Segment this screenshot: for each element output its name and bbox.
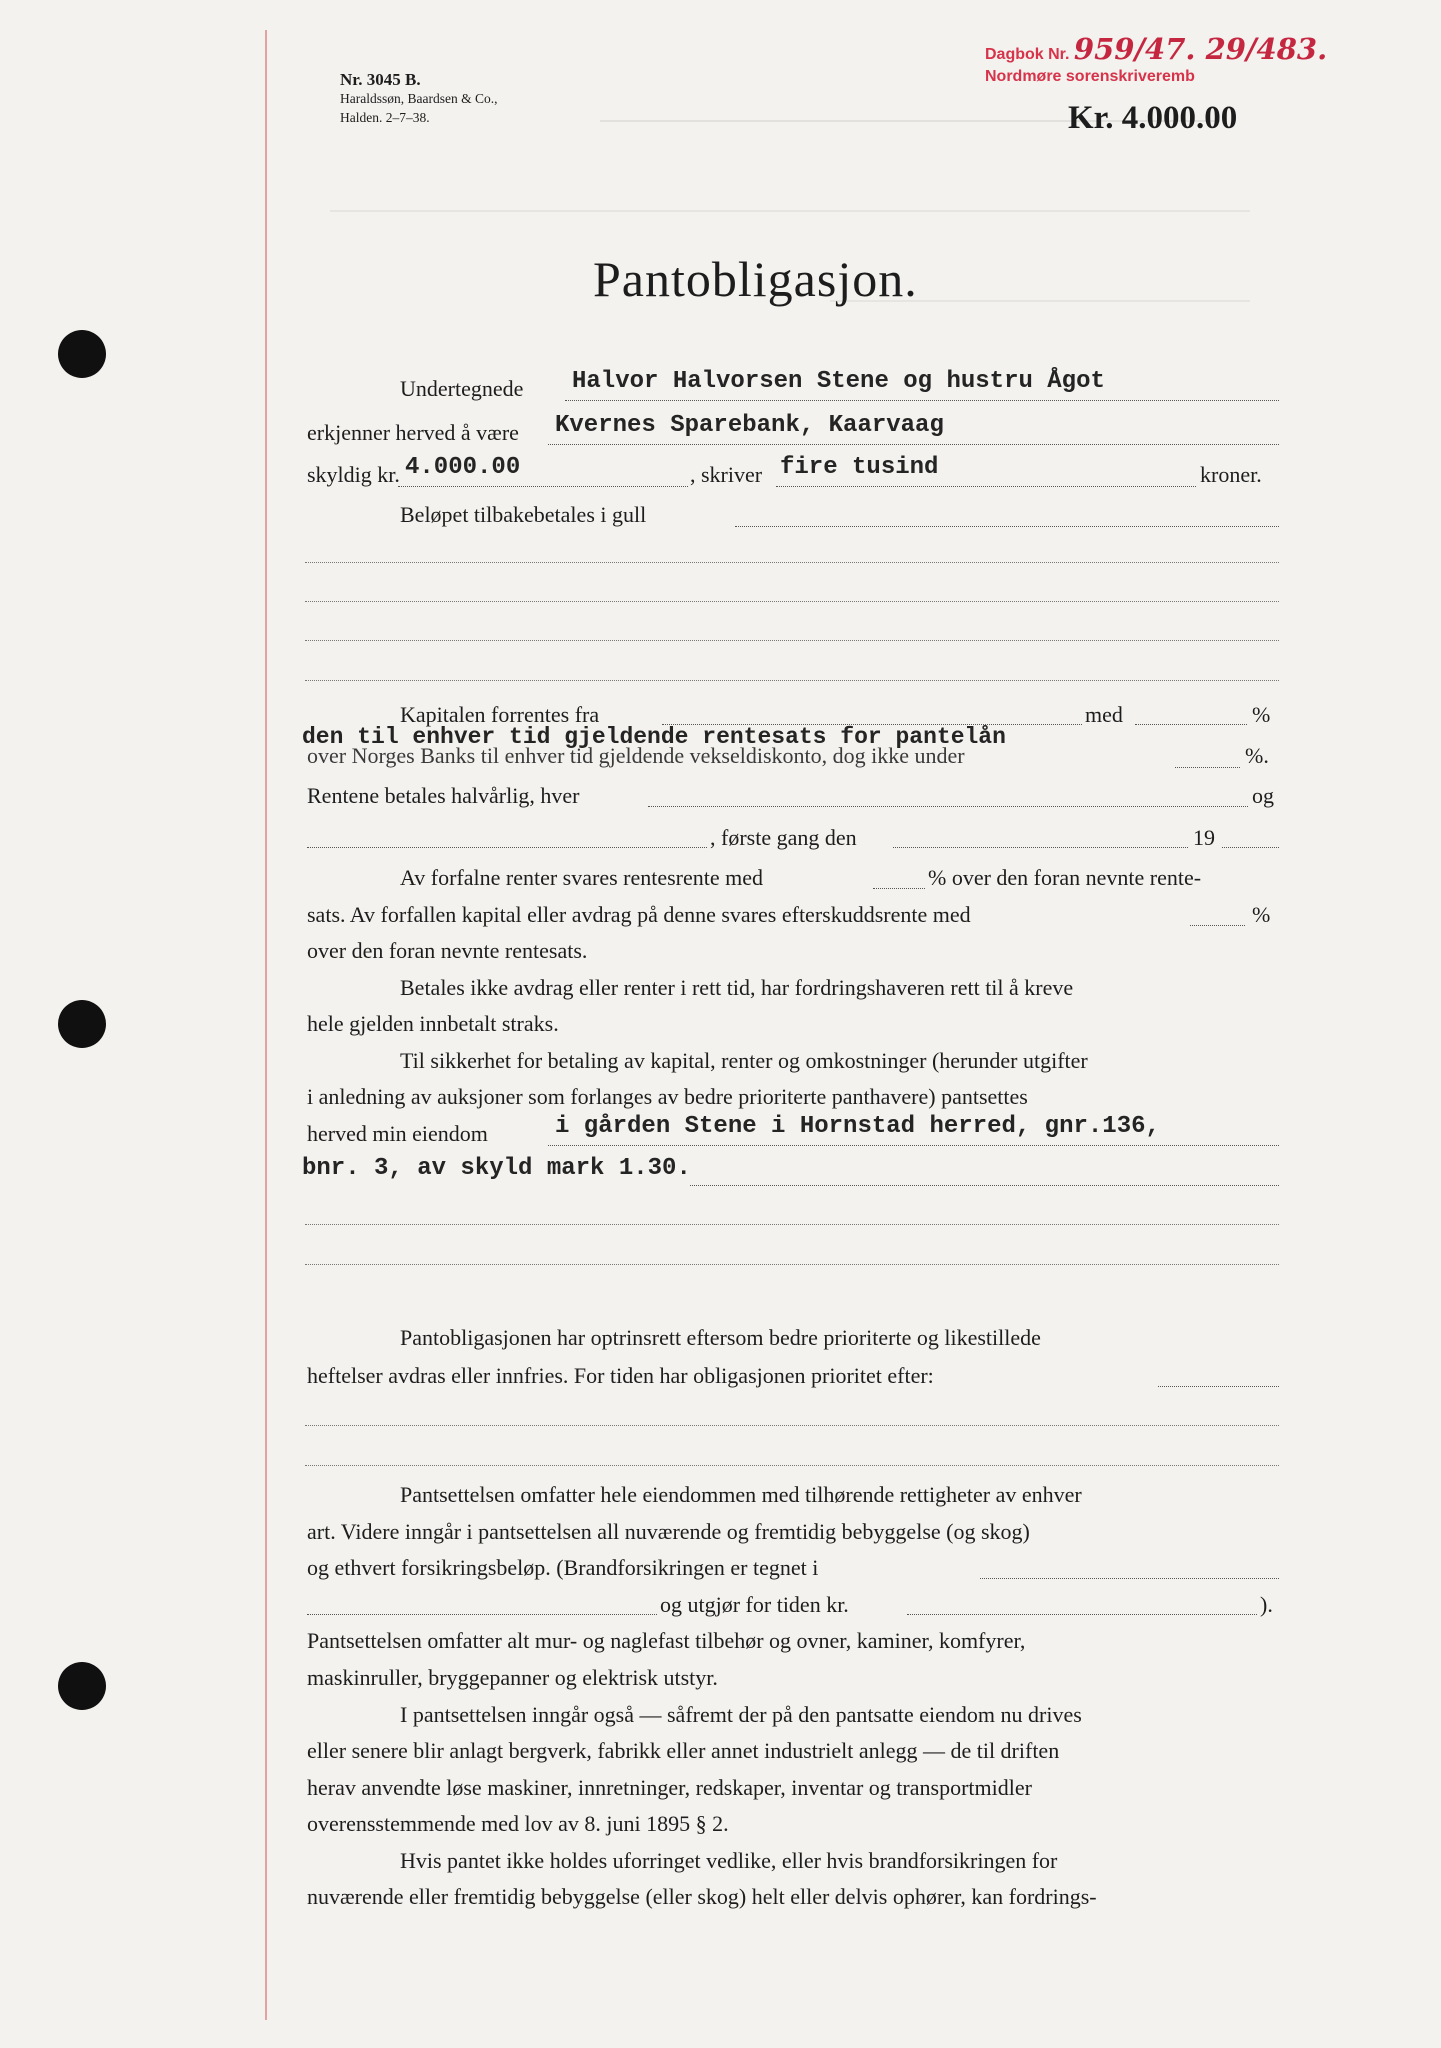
percent-sign-2: %. — [1245, 743, 1269, 768]
p4-line1: Pantobligasjonen har optrinsrett eftersom bedre prioriterte og likestillede — [400, 1325, 1041, 1350]
p6-line3: herav anvendte løse maskiner, innretninger, redskaper, inventar og transportmidler — [307, 1775, 1032, 1800]
interest-rate-typed: den til enhver tid gjeldende rentesats for pantelån — [302, 724, 1006, 750]
property-typed-2: bnr. 3, av skyld mark 1.30. — [302, 1155, 691, 1182]
med-label: med — [1085, 702, 1123, 727]
debtor-name: Halvor Halvorsen Stene og hustru Ågot — [572, 368, 1105, 395]
punch-hole — [58, 1662, 106, 1710]
property-typed-1: i gården Stene i Hornstad herred, gnr.136, — [555, 1113, 1160, 1140]
norges-bank-text: over Norges Banks til enhver tid gjeldende vekseldiskonto, dog ikke under — [307, 743, 965, 768]
p5-line6: maskinruller, bryggepanner og elektrisk utstyr. — [307, 1665, 718, 1690]
p5-close: ). — [1260, 1592, 1273, 1617]
p1-line1b: % over den foran nevnte rente- — [928, 865, 1202, 890]
p7-line1: Hvis pantet ikke holdes uforringet vedlike, eller hvis brandforsikringen for — [400, 1848, 1058, 1873]
fill-line — [735, 526, 1279, 527]
blank-line — [305, 1465, 1279, 1466]
punch-hole — [58, 330, 106, 378]
fill-line — [648, 806, 1248, 807]
blank-line — [305, 1224, 1279, 1225]
fill-line — [1222, 847, 1279, 848]
fill-line — [776, 486, 1196, 487]
kroner-label: kroner. — [1200, 462, 1262, 487]
p5-line2: art. Videre inngår i pantsettelsen all nuværende og fremtidig bebyggelse (og skog) — [307, 1519, 1030, 1544]
p3-line1: Til sikkerhet for betaling av kapital, renter og omkostninger (herunder utgifter — [400, 1048, 1088, 1073]
p5-line3: og ethvert forsikringsbeløp. (Brandforsikringen er tegnet i — [307, 1555, 819, 1580]
erkjenner-label: erkjenner herved å være — [307, 420, 519, 445]
fill-line — [548, 444, 1279, 445]
og-label: og — [1252, 783, 1274, 808]
blank-line — [305, 601, 1279, 602]
p4-line2: heftelser avdras eller innfries. For tiden har obligasjonen prioritet efter: — [307, 1363, 934, 1388]
fill-line — [907, 1614, 1257, 1615]
p3-line2: i anledning av auksjoner som forlanges av bedre prioriterte panthavere) pantsettes — [307, 1084, 1028, 1109]
year-prefix: 19 — [1193, 825, 1215, 850]
p1-line2: sats. Av forfallen kapital eller avdrag på denne svares efterskuddsrente med — [307, 902, 971, 927]
fill-line — [873, 888, 925, 889]
p2-line1: Betales ikke avdrag eller renter i rett tid, har fordringshaveren rett til å kreve — [400, 975, 1074, 1000]
p6-line2: eller senere blir anlagt bergverk, fabrikk eller annet industrielt anlegg — de til driften — [307, 1738, 1060, 1763]
blank-line — [305, 640, 1279, 641]
margin-rule — [265, 30, 267, 2020]
amount-header: Kr. 4.000.00 — [1068, 100, 1238, 136]
blank-line — [305, 562, 1279, 563]
handwritten-entry-number: 959/47. 29/483. — [1073, 32, 1328, 66]
p1-line1: Av forfalne renter svares rentesrente med — [400, 865, 764, 890]
p5-line1: Pantsettelsen omfatter hele eiendommen med tilhørende rettigheter av enhver — [400, 1482, 1082, 1507]
fill-line — [307, 1614, 657, 1615]
p1-percent: % — [1252, 902, 1271, 927]
fill-line — [1135, 724, 1247, 725]
form-number: Nr. 3045 B. — [340, 70, 421, 89]
skriver-label: , skriver — [690, 462, 763, 487]
stamp-office: Nordmøre sorenskriveremb — [985, 68, 1195, 85]
p7-line2: nuværende eller fremtidig bebyggelse (eller skog) helt eller delvis ophører, kan fordrings- — [307, 1884, 1097, 1909]
percent-sign: % — [1252, 702, 1271, 727]
fill-line — [1175, 767, 1240, 768]
belopet-text: Beløpet tilbakebetales i gull — [400, 502, 647, 527]
printer-imprint — [340, 70, 497, 127]
p5-line5: Pantsettelsen omfatter alt mur- og naglefast tilbehør og ovner, kaminer, komfyrer, — [307, 1628, 1026, 1653]
stamp-dagbok: Dagbok Nr. — [985, 46, 1070, 63]
blank-line — [305, 1425, 1279, 1426]
blank-line — [305, 680, 1279, 681]
printer-place: Halden. 2–7–38. — [340, 110, 430, 125]
rentene-label: Rentene betales halvårlig, hver — [307, 783, 580, 808]
fill-line — [893, 847, 1188, 848]
p2-line2: hele gjelden innbetalt straks. — [307, 1011, 559, 1036]
document-title: Pantobligasjon. — [593, 251, 918, 307]
creditor-name: Kvernes Sparebank, Kaarvaag — [555, 412, 944, 439]
undertegnede-label: Undertegnede — [400, 376, 524, 401]
registry-stamp — [985, 32, 1328, 88]
fill-line — [548, 1145, 1279, 1146]
fill-line — [1158, 1386, 1279, 1387]
blank-line — [305, 1264, 1279, 1265]
bleed-through — [330, 210, 1250, 212]
p3-line3: herved min eiendom — [307, 1121, 488, 1146]
debt-amount: 4.000.00 — [405, 454, 521, 481]
fill-line — [398, 486, 688, 487]
fill-line — [980, 1578, 1279, 1579]
fill-line — [565, 400, 1279, 401]
printer-name: Haraldssøn, Baardsen & Co., — [340, 91, 498, 106]
fill-line — [1190, 925, 1245, 926]
fill-line — [307, 847, 707, 848]
amount-in-words: fire tusind — [780, 454, 939, 481]
punch-hole — [58, 1000, 106, 1048]
p6-line1: I pantsettelsen inngår også — såfremt der på den pantsatte eiendom nu drives — [400, 1702, 1082, 1727]
p5-line4: og utgjør for tiden kr. — [660, 1592, 849, 1617]
kapitalen-label: Kapitalen forrentes fra — [400, 702, 600, 727]
forste-gang-label: , første gang den — [710, 825, 857, 850]
p1-line3: over den foran nevnte rentesats. — [307, 938, 588, 963]
fill-line — [690, 1185, 1279, 1186]
skyldig-label: skyldig kr. — [307, 462, 400, 487]
p6-line4: overensstemmende med lov av 8. juni 1895 § 2. — [307, 1811, 729, 1836]
